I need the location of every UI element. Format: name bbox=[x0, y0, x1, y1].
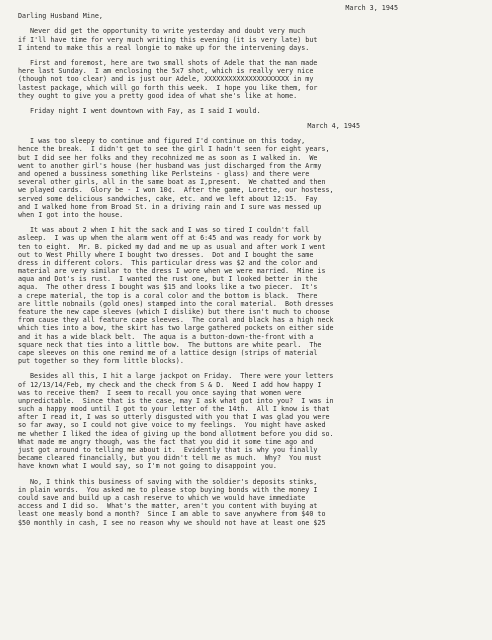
paragraph-5 bbox=[18, 226, 478, 365]
text-line: and it has a wide black belt. The aqua is a button-down-the-front with a bbox=[18, 332, 314, 341]
text-line: and opened a bussiness something like Perlsteins - glass) and there were bbox=[18, 170, 310, 178]
letter-greeting: Darling Husband Mine, bbox=[18, 12, 103, 21]
text-line: in plain words. You asked me to please stop buying bonds with the money I bbox=[18, 485, 318, 494]
text-line: lastest package, which will go forth this week. I hope you like them, for bbox=[18, 83, 318, 92]
text-line: First and foremost, here are two small shots of Adele that the man made bbox=[30, 58, 318, 67]
paragraph-2 bbox=[18, 59, 478, 100]
text-line: feature the new cape sleeves (which I dislike) but there isn't much to choose bbox=[18, 308, 330, 316]
text-line: It was about 2 when I hit the sack and I was so tired I couldn't fall bbox=[30, 226, 310, 235]
text-line: which ties into a bow, the skirt has two large gathered pockets on either side bbox=[18, 324, 334, 333]
letter-date-march-3: March 3, 1945 bbox=[345, 4, 398, 12]
text-line: just got around to telling me about it. Evidently that is why you finally bbox=[18, 446, 318, 454]
text-line: Besides all this, I hit a large jackpot on Friday. There were your letters bbox=[30, 372, 334, 381]
paragraph-6 bbox=[18, 372, 478, 470]
text-line: material are very similar to the dress I wore when we were married. Mine is bbox=[18, 267, 326, 276]
text-line: Never did get the opportunity to write yesterday and doubt very much bbox=[30, 27, 306, 36]
text-line: aqua and Dot's is rust. I wanted the rust one, but I looked better in the bbox=[18, 275, 318, 284]
paragraph-7 bbox=[18, 478, 478, 527]
text-line: here last Sunday. I am enclosing the 5x7 shot, which is really very nice bbox=[18, 67, 314, 76]
text-line: went to another girl's house (her husband was just discharged from the Army bbox=[18, 161, 322, 170]
text-line: such a happy mood until I got to your letter of the 14th. All I know is that bbox=[18, 405, 330, 414]
text-line: a crepe material, the top is a coral color and the bottom is black. There bbox=[18, 291, 318, 300]
text-line: if I'll have time for very much writing this evening (it is very late) but bbox=[18, 35, 318, 44]
text-line: but I did see her folks and they recohnized me as soon as I walked in. We bbox=[18, 153, 318, 162]
text-line: cape sleeves on this one remind me of a lattice design (strips of material bbox=[18, 348, 318, 357]
text-line: could save and build up a cash reserve to which we would have immediate bbox=[18, 493, 306, 502]
text-line: Friday night I went downtown with Fay, as I said I would. bbox=[30, 106, 261, 115]
text-line: was to receive them? I seem to recall you once saying that women were bbox=[18, 388, 302, 397]
text-line: dress in different colors. This particular dress was $2 and the color and bbox=[18, 258, 318, 267]
text-line: I was too sleepy to continue and figured I'd continue on this today, bbox=[30, 137, 306, 146]
text-line: out to West Philly where I bought two dresses. Dot and I bought the same bbox=[18, 250, 314, 259]
text-line: hence the break. I didn't get to see the girl I hadn't seen for eight years, bbox=[18, 145, 330, 154]
text-line: What made me angry though, was the fact that you did it some time ago and bbox=[18, 437, 314, 446]
text-line: so far away, so I could not give voice to my feelings. You might have asked bbox=[18, 421, 326, 430]
text-line: ten to eight. Mr. B. picked my dad and me up as usual and after work I went bbox=[18, 242, 326, 251]
text-line: several other girls, all in the same boat as I,present. We chatted and then bbox=[18, 178, 326, 187]
text-line: they ought to give you a pretty good idea of what she's like at home. bbox=[18, 91, 298, 100]
paragraph-1 bbox=[18, 27, 478, 52]
letter-date-march-4: March 4, 1945 bbox=[307, 122, 360, 131]
text-line: $50 monthly in cash, I see no reason why we should not have at least one $25 bbox=[18, 518, 326, 527]
text-line: unpredictable. Since that is the case, may I ask what got into you? I was in bbox=[18, 396, 334, 405]
text-line: of 12/13/14/Feb, my check and the check from S & D. Need I add how happy I bbox=[18, 380, 322, 389]
text-line: No, I think this business of saving with the soldier's deposits stinks, bbox=[30, 477, 318, 486]
paragraph-3 bbox=[18, 107, 478, 115]
text-line: I intend to make this a real longie to make up for the intervening days. bbox=[18, 43, 310, 52]
text-line: from cause they all feature cape sleeves. The coral and black has a high neck bbox=[18, 316, 334, 325]
text-line: asleep. I was up when the alarm went off at 6:45 and was ready for work by bbox=[18, 234, 322, 243]
paragraph-4 bbox=[18, 137, 478, 219]
text-line: when I got into the house. bbox=[18, 210, 124, 219]
text-line: are little nobnails (gold ones) stamped into the coral material. Both dresses bbox=[18, 299, 334, 308]
text-line: became cleared financially, but you didn't tell me as much. Why? You must bbox=[18, 454, 322, 463]
text-line: after I read it, I was so utterly disgusted with you that I was glad you were bbox=[18, 413, 330, 422]
text-line: aqua. The other dress I bought was $15 and looks like a two piecer. It's bbox=[18, 283, 318, 292]
text-line: access and I did so. What's the matter, aren't you content with buying at bbox=[18, 502, 318, 511]
text-line: have known what I would say, so I'm not going to disappoint you. bbox=[18, 462, 277, 471]
text-line: and I walked home from Broad St. in a driving rain and I sure was messed up bbox=[18, 202, 322, 211]
text-line: (though not too clear) and is just our Adele, XXXXXXXXXXXXXXXXXXXXX in my bbox=[18, 75, 314, 84]
text-line: we played cards. Glory be - I won 10¢. After the game, Lorette, our hostess, bbox=[18, 186, 334, 195]
text-line: served some delicious sandwiches, cake, etc. and we left about 12:15. Fay bbox=[18, 194, 318, 203]
text-line: square neck that ties into a little bow. The buttons are white pearl. The bbox=[18, 340, 322, 349]
text-line: least one measly bond a month? Since I am able to save anywhere from $40 to bbox=[18, 510, 326, 519]
text-line: put together so they form little blocks). bbox=[18, 357, 184, 366]
text-line: me whether I liked the idea of giving up the bond allotment before you did so. bbox=[18, 429, 334, 438]
